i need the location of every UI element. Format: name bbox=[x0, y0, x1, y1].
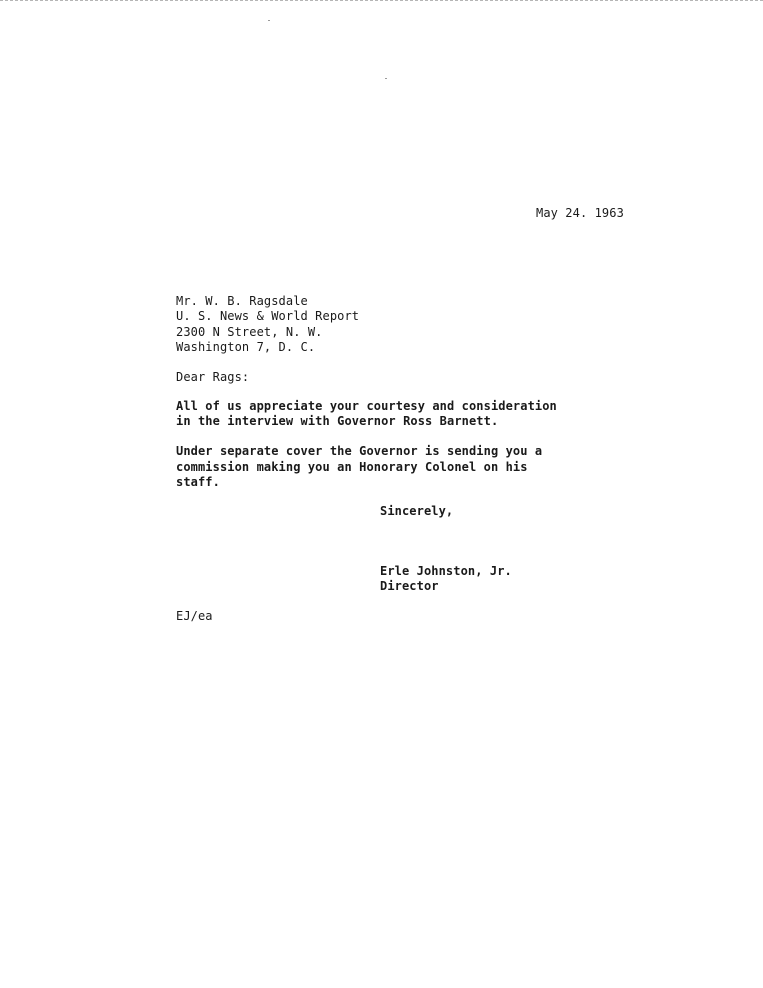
scan-speck bbox=[385, 78, 387, 79]
closing: Sincerely, bbox=[380, 504, 454, 518]
recipient-city: Washington 7, D. C. bbox=[176, 340, 316, 354]
recipient-name: Mr. W. B. Ragsdale bbox=[176, 294, 308, 308]
signer-name: Erle Johnston, Jr. bbox=[380, 564, 512, 578]
recipient-organization: U. S. News & World Report bbox=[176, 309, 360, 323]
paragraph-line: commission making you an Honorary Colonel on his bbox=[176, 460, 528, 474]
salutation: Dear Rags: bbox=[176, 370, 250, 384]
paragraph-line: All of us appreciate your courtesy and consideration bbox=[176, 399, 557, 413]
page-top-border bbox=[0, 0, 763, 1]
paragraph-line: Under separate cover the Governor is sending you a bbox=[176, 444, 543, 458]
scan-speck bbox=[268, 20, 270, 21]
signer-title: Director bbox=[380, 579, 439, 593]
reference-initials: EJ/ea bbox=[176, 609, 213, 623]
letter-date: May 24. 1963 bbox=[536, 206, 624, 220]
recipient-street: 2300 N Street, N. W. bbox=[176, 325, 323, 339]
paragraph-line: staff. bbox=[176, 475, 220, 489]
paragraph-line: in the interview with Governor Ross Barnett. bbox=[176, 414, 499, 428]
